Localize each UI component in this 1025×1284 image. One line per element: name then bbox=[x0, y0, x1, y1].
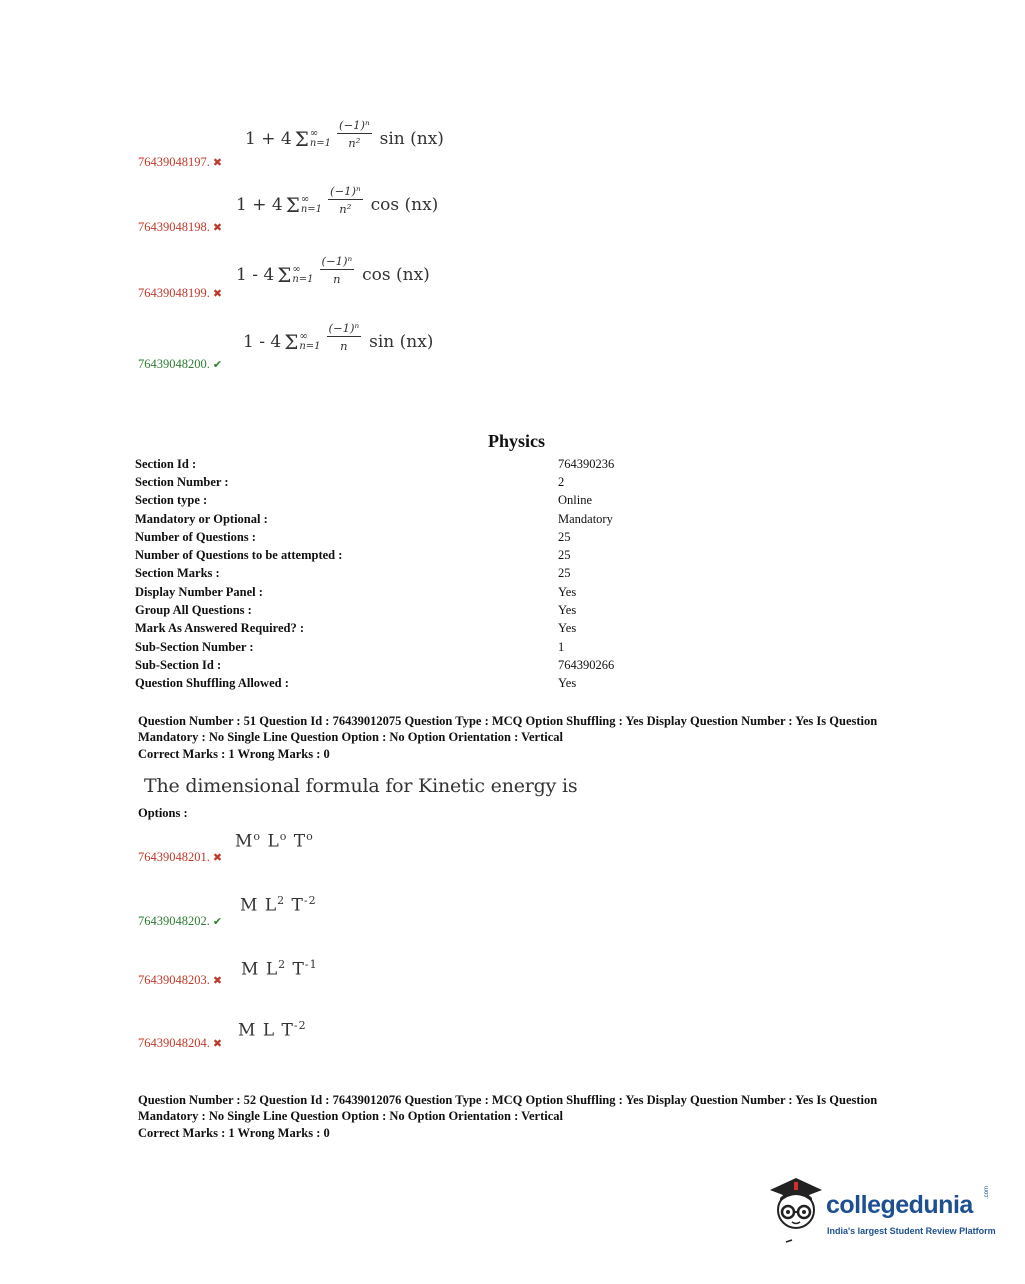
option-formula-201: $M^o$ $L^o$ $T^o$ bbox=[235, 830, 314, 852]
info-row: Number of Questions : 25 bbox=[135, 529, 571, 544]
info-row: Group All Questions : Yes bbox=[135, 603, 577, 618]
section-info-table bbox=[135, 455, 695, 693]
brand-com: .com bbox=[984, 1185, 990, 1199]
info-row: Sub-Section Id : 764390266 bbox=[135, 657, 615, 672]
info-row: Section Number : 2 bbox=[135, 474, 565, 489]
question-marks: Correct Marks : 1 Wrong Marks : 0 bbox=[138, 747, 330, 761]
info-row: Question Shuffling Allowed : Yes bbox=[135, 676, 577, 691]
cross-icon: ✖ bbox=[212, 852, 223, 864]
option-id-202: 76439048202. ✔ bbox=[138, 914, 223, 928]
info-row: Section Id : 764390236 bbox=[135, 456, 615, 471]
cross-icon: ✖ bbox=[212, 975, 223, 987]
option-id-204: 76439048204. ✖ bbox=[138, 1036, 223, 1050]
info-row: Section Marks : 25 bbox=[135, 566, 571, 581]
question-text: The dimensional formula for Kinetic energy is bbox=[144, 775, 578, 797]
info-row: Mandatory or Optional : Mandatory bbox=[135, 511, 613, 526]
info-row: Display Number Panel : Yes bbox=[135, 584, 577, 599]
question-header-52: Question Number : 52 Question Id : 76439012076 Question Type : MCQ Option Shuffling : Yes Display Question Number : Yes Is Question Mandatory : No Single Line Question Option : No Option Orientation : Vertical Correct Marks : 1 Wrong Marks : 0 bbox=[138, 1092, 883, 1141]
check-icon: ✔ bbox=[212, 359, 223, 371]
option-formula-3: 1 - 4 Σ ∞ n=1 $\frac{\text{(−1)ⁿ}}{n}$ cos (nx) bbox=[236, 254, 430, 287]
option-formula-203: M $L^2$ $T^{-1}$ bbox=[241, 958, 318, 980]
info-row: Section type : Online bbox=[135, 493, 593, 508]
option-formula-204: M L $T^{-2}$ bbox=[238, 1019, 307, 1041]
option-id-201: 76439048201. ✖ bbox=[138, 850, 223, 864]
question-header-51: Question Number : 51 Question Id : 76439012075 Question Type : MCQ Option Shuffling : Yes Display Question Number : Yes Is Question Mandatory : No Single Line Question Option : No Option Orientation : Vertical Correct Marks : 1 Wrong Marks : 0 bbox=[138, 713, 883, 762]
info-row: Number of Questions to be attempted : 25 bbox=[135, 548, 571, 563]
info-row: Mark As Answered Required? : Yes bbox=[135, 621, 577, 636]
option-formula-2: 1 + 4 Σ ∞ n=1 $\frac{\text{(−1)ⁿ}}{\text{n²}}$ cos (nx) bbox=[236, 184, 439, 217]
option-formula-202: M $L^2$ $T^{-2}$ bbox=[240, 894, 317, 916]
option-formula-4: 1 - 4 Σ ∞ n=1 $\frac{\text{(−1)ⁿ}}{n}$ sin (nx) bbox=[243, 321, 434, 354]
options-label: Options : bbox=[138, 806, 188, 820]
brand-name: collegedunia bbox=[826, 1191, 973, 1219]
info-row: Sub-Section Number : 1 bbox=[135, 639, 565, 654]
brand-tagline: India's largest Student Review Platform bbox=[827, 1226, 996, 1236]
cross-icon: ✖ bbox=[212, 1038, 223, 1050]
question-marks: Correct Marks : 1 Wrong Marks : 0 bbox=[138, 1126, 330, 1140]
option-formula-1: 1 + 4 Σ ∞ n=1 $\frac{\text{(−1)ⁿ}}{\text{n²}}$ sin (nx) bbox=[245, 118, 444, 151]
option-id-2: 76439048198. ✖ bbox=[138, 220, 223, 234]
section-title: Physics bbox=[488, 431, 546, 451]
check-icon: ✔ bbox=[212, 916, 223, 928]
cross-icon: ✖ bbox=[212, 222, 223, 234]
cross-icon: ✖ bbox=[212, 157, 223, 169]
option-id-3: 76439048199. ✖ bbox=[138, 286, 223, 300]
option-id-4: 76439048200. ✔ bbox=[138, 357, 223, 371]
cross-icon: ✖ bbox=[212, 288, 223, 300]
option-id-1: 76439048197. ✖ bbox=[138, 155, 223, 169]
option-id-203: 76439048203. ✖ bbox=[138, 973, 223, 987]
